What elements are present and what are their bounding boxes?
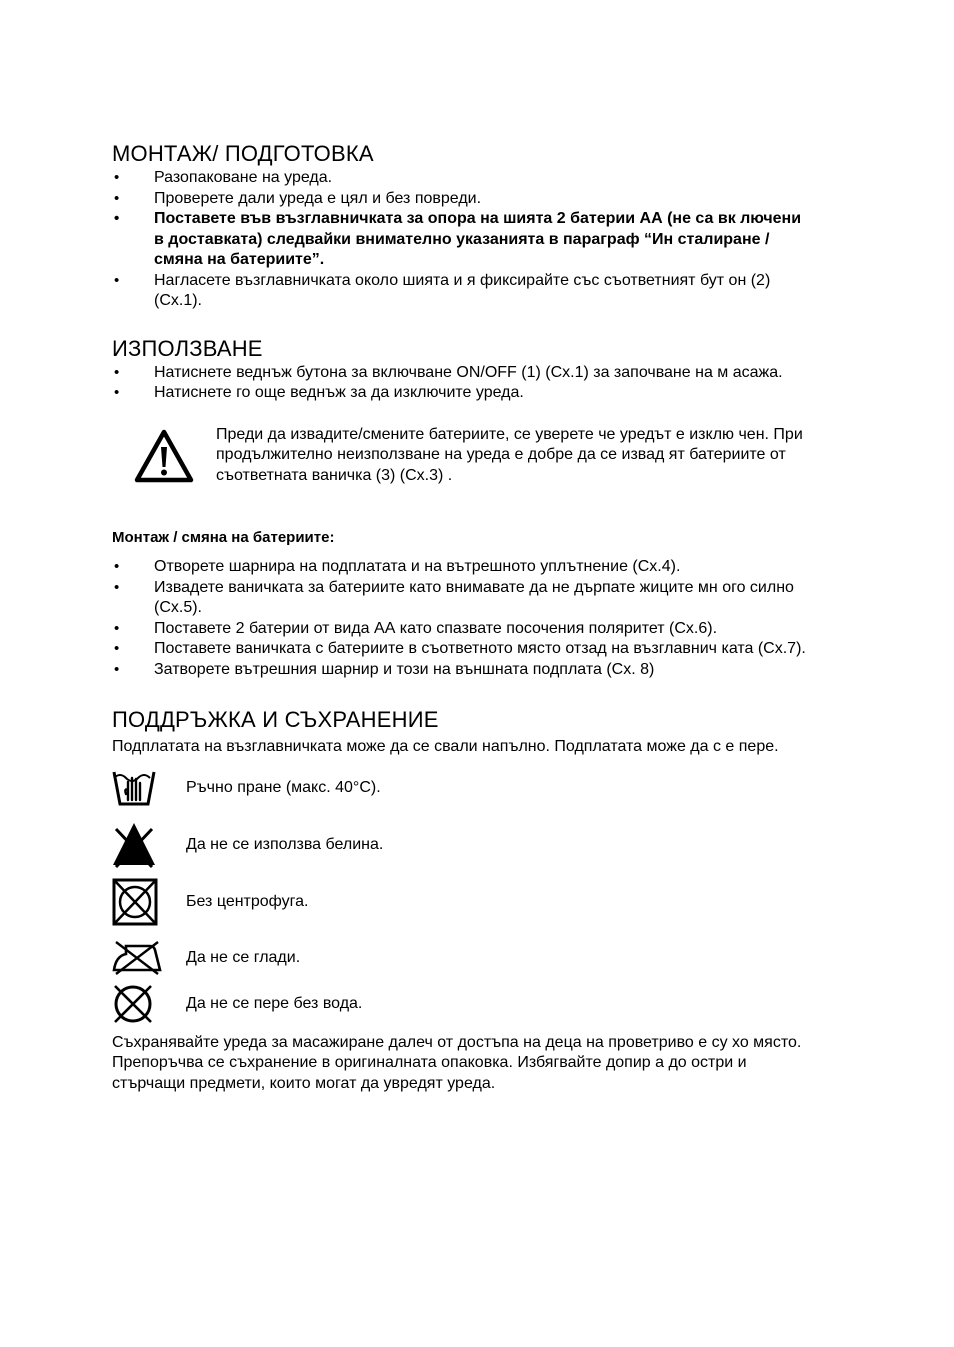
batteries-list [112, 557, 812, 680]
list-item: • Поставете ваничката с батериите в съответното място отзад на възглавнич ката (Сх.7). [112, 639, 812, 660]
care-label: Да не се пере без вода. [186, 994, 363, 1012]
list-item: • Натиснете го още веднъж за да изключите уреда. [112, 383, 812, 404]
care-intro: Подплатата на възглавничката може да се свали напълно. Подплатата може да с е пере. [112, 738, 779, 755]
list-item: • Поставете 2 батерии от вида АА като спазвате посочения поляритет (Сх.6). [112, 619, 812, 640]
warning-triangle-icon [112, 425, 216, 483]
care-row-no-bleach [112, 820, 812, 870]
care-label: Без центрофуга. [186, 892, 309, 910]
assembly-list [112, 168, 812, 312]
list-item: • Отворете шарнира на подплатата и на вътрешното уплътнение (Сх.4). [112, 557, 812, 578]
section-title-assembly: МОНТАЖ/ ПОДГОТОВКА [112, 141, 374, 166]
care-label: Да не се глади. [186, 948, 301, 966]
warning-text: Преди да извадите/смените батериите, се уверете че уредът е изклю чен. При продължително неизползване на уреда е добре да се извад ят батериите от съответната ваничка (3) (Сх.3) . [216, 425, 803, 484]
care-row-no-wet-cleaning [112, 983, 812, 1025]
section-title-usage: ИЗПОЛЗВАНЕ [112, 335, 263, 361]
usage-list [112, 363, 812, 404]
list-item: • Разопаковане на уреда. [112, 168, 812, 189]
care-row-hand-wash [112, 766, 812, 810]
no-bleach-icon [112, 821, 186, 869]
no-wet-cleaning-icon [112, 983, 186, 1025]
manual-page [112, 140, 812, 1094]
section-title-batteries: Монтаж / смяна на батериите: [112, 529, 335, 546]
list-item: • Поставете във възглавничката за опора на шията 2 батерии АА (не са вк лючени в доставката) следвайки внимателно указанията в параграф “Ин сталиране / смяна на батериите”. [112, 209, 812, 271]
section-title-care: ПОДДРЪЖКА И СЪХРАНЕНИЕ [112, 707, 439, 732]
care-label: Ръчно пране (макс. 40°C). [186, 778, 381, 796]
no-tumble-dry-icon [112, 878, 186, 926]
list-item: • Нагласете възглавничката около шията и я фиксирайте със съответният бут он (2) (Сх.1). [112, 271, 812, 312]
list-item: • Извадете ваничката за батериите като внимавате да не дърпате жиците мн ого силно (Сх.5). [112, 578, 812, 619]
storage-text: Съхранявайте уреда за масажиране далеч от достъпа на деца на проветриво е су хо място. Препоръчва се съхранение в оригиналната опаковка. Избягвайте допир а до остри и стърчащи предмети, които могат да увредят уреда. [112, 1033, 802, 1092]
list-item: • Проверете дали уреда е цял и без повреди. [112, 189, 812, 210]
list-item: • Натиснете веднъж бутона за включване ON/OFF (1) (Сх.1) за започване на м асажа. [112, 363, 812, 384]
list-item: • Затворете вътрешния шарнир и този на външната подплата (Сх. 8) [112, 660, 812, 681]
care-label: Да не се използва белина. [186, 835, 384, 853]
care-row-no-tumble-dry [112, 876, 812, 928]
hand-wash-icon [112, 768, 186, 808]
no-ironing-icon [112, 940, 186, 976]
warning-note [112, 425, 812, 487]
care-row-no-ironing [112, 936, 812, 980]
